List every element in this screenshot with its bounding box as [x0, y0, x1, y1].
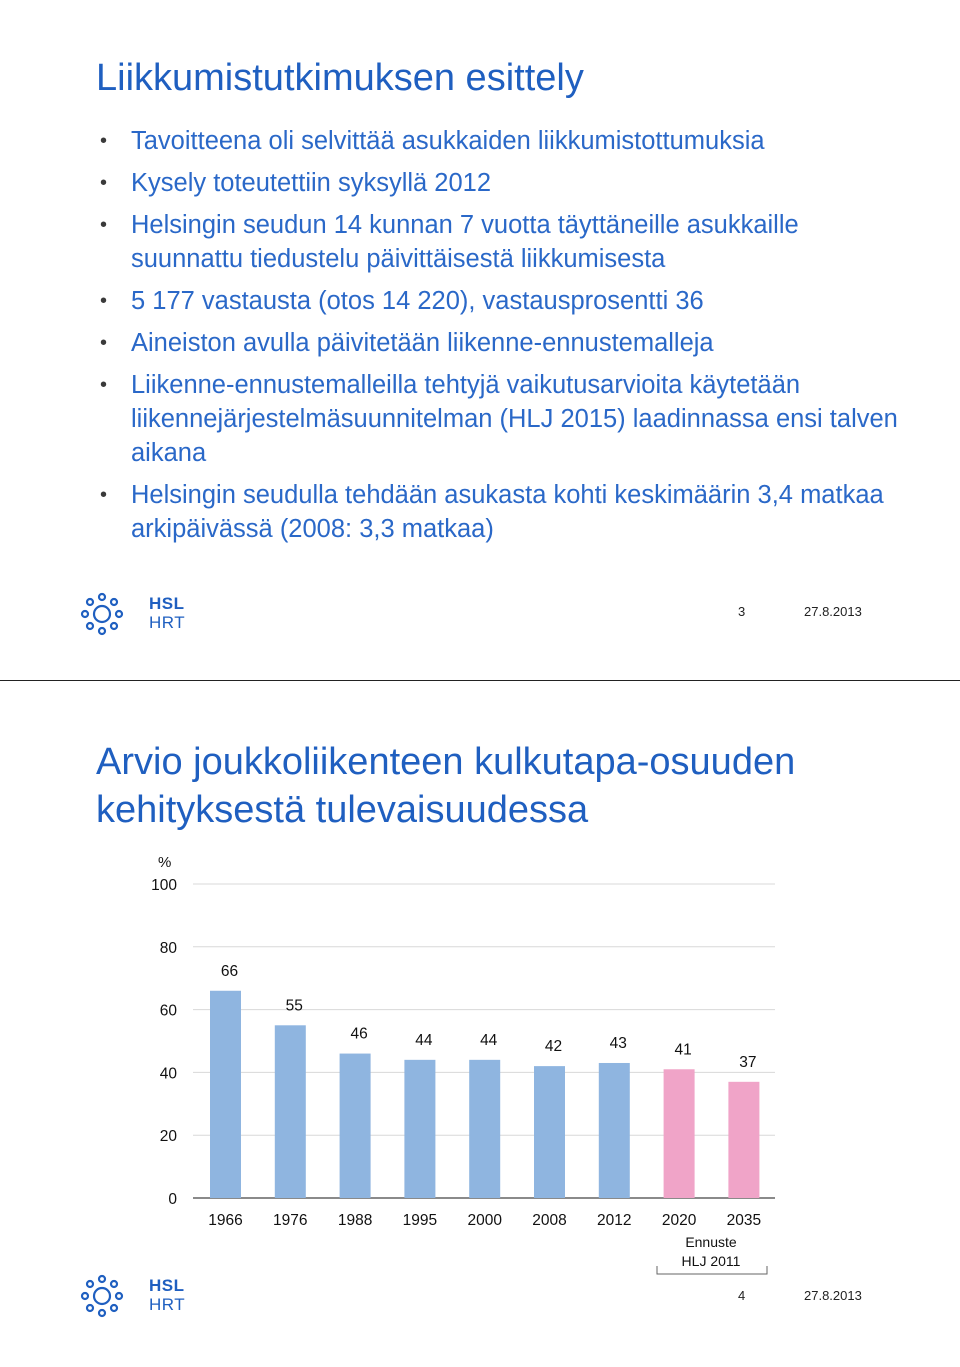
hsl-sun-icon: [80, 1274, 124, 1318]
data-label: 42: [544, 1038, 563, 1056]
bar: [210, 991, 241, 1198]
bullet-item: • Helsingin seudun 14 kunnan 7 vuotta täyttäneille asukkaille suunnattu tiedustelu päivittäisestä liikkumisesta: [100, 208, 900, 276]
slide-1-title: Liikkumistutkimuksen esittely: [96, 57, 584, 99]
data-label: 43: [609, 1034, 627, 1052]
y-tick-label: 60: [159, 1002, 177, 1020]
bar: [275, 1025, 306, 1198]
bar: [599, 1063, 630, 1198]
x-tick-label: 1995: [402, 1212, 438, 1229]
x-tick-label: 1988: [337, 1212, 373, 1229]
footer-date: 27.8.2013: [804, 1288, 862, 1303]
bullet-item: • Kysely toteutettiin syksyllä 2012: [100, 166, 900, 200]
data-label: 37: [739, 1053, 757, 1071]
y-tick-label: 40: [159, 1065, 177, 1083]
data-label: 55: [285, 997, 303, 1015]
bullet-item: • Helsingin seudulla tehdään asukasta kohti keskimäärin 3,4 matkaa arkipäivässä (2008: 3,3 matkaa): [100, 478, 900, 546]
bar: [469, 1060, 500, 1198]
bar: [340, 1054, 371, 1198]
data-label: 46: [350, 1025, 368, 1043]
x-tick-label: 2035: [726, 1212, 762, 1229]
footer-date: 27.8.2013: [804, 604, 862, 619]
data-label: 44: [415, 1031, 433, 1049]
bar: [664, 1069, 695, 1198]
bar: [404, 1060, 435, 1198]
forecast-label: HLJ 2011: [681, 1253, 741, 1269]
slide-divider: [0, 680, 960, 681]
bar: [728, 1082, 759, 1198]
logo-hrt-text: HRT: [149, 1295, 186, 1314]
y-tick-label: 0: [168, 1191, 177, 1208]
y-tick-label: 80: [159, 939, 177, 957]
logo-hsl-text: HSL: [149, 594, 185, 613]
slide-2: [0, 684, 960, 1367]
x-tick-label: 2008: [532, 1212, 567, 1229]
x-tick-label: 1966: [208, 1212, 243, 1229]
hsl-logo: [80, 592, 200, 638]
x-tick-label: 2000: [467, 1212, 502, 1229]
bullet-item: • Tavoitteena oli selvittää asukkaiden liikkumistottumuksia: [100, 124, 900, 158]
data-label: 66: [220, 962, 239, 980]
slide-1: [0, 0, 960, 680]
logo-hsl-text: HSL: [149, 1276, 185, 1295]
slide-2-title: Arvio joukkoliikenteen kulkutapa-osuuden kehityksestä tulevaisuudessa: [96, 741, 796, 831]
data-label: 41: [674, 1041, 692, 1059]
bullet-item: • Liikenne-ennustemalleilla tehtyjä vaikutusarvioita käytetään liikennejärjestelmäsuunnitelman (HLJ 2015) laadinnassa ensi talven aikana: [100, 368, 900, 470]
bar-chart: [0, 684, 960, 1284]
bullet-item: • 5 177 vastausta (otos 14 220), vastausprosentti 36: [100, 284, 900, 318]
bullet-item: • Aineiston avulla päivitetään liikenne-ennustemalleja: [100, 326, 900, 360]
page-number: 4: [738, 1288, 746, 1303]
logo-hrt-text: HRT: [149, 613, 186, 632]
x-tick-label: 1976: [273, 1212, 308, 1229]
bullet-list: [100, 124, 900, 554]
hsl-sun-icon: [80, 592, 124, 636]
forecast-label: Ennuste: [685, 1234, 737, 1250]
y-axis-unit: %: [158, 854, 172, 871]
hsl-logo: [80, 1274, 200, 1320]
y-tick-label: 100: [151, 877, 177, 894]
x-tick-label: 2020: [661, 1212, 697, 1229]
y-tick-label: 20: [159, 1128, 177, 1146]
bar: [534, 1066, 565, 1198]
page-number: 3: [738, 604, 746, 619]
x-tick-label: 2012: [597, 1212, 632, 1229]
data-label: 44: [480, 1031, 498, 1049]
